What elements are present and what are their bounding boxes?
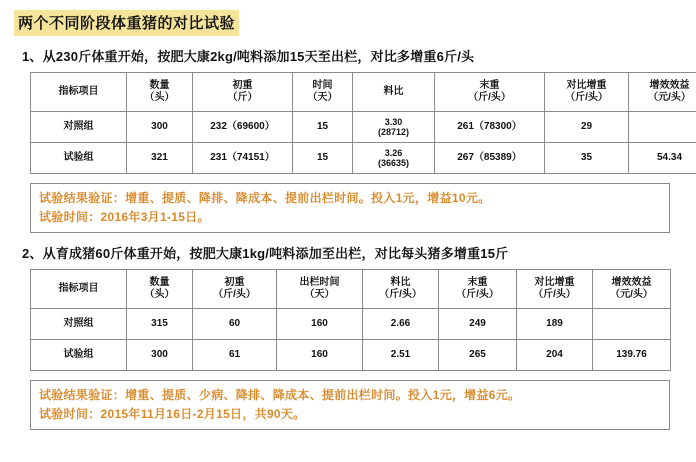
table-header-row — [31, 270, 671, 309]
cell-weight-gain: 204 — [517, 340, 593, 371]
cell-benefit: 54.34 — [629, 143, 696, 174]
table-row — [31, 143, 696, 174]
row-label: 对照组 — [31, 309, 127, 340]
column-header-feed-ratio: 料比 （斤/头） — [363, 270, 439, 309]
column-header-initial-weight: 初重 （斤） — [193, 73, 293, 112]
note-line: 试验结果验证：增重、提质、降排、降成本、提前出栏时间。投入1元，增益10元。 — [39, 191, 491, 205]
column-header-index: 指标项目 — [31, 270, 127, 309]
column-header-time: 时间 （天） — [293, 73, 353, 112]
cell-initial-weight: 231（74151） — [193, 143, 293, 174]
cell-time: 15 — [293, 112, 353, 143]
section-2-table — [30, 269, 671, 371]
column-header-benefit: 增效效益 （元/头） — [593, 270, 671, 309]
row-label: 试验组 — [31, 143, 127, 174]
cell-feed-ratio: 2.51 — [363, 340, 439, 371]
cell-benefit — [593, 309, 671, 340]
section-2-notes — [30, 380, 670, 430]
cell-final-weight: 249 — [439, 309, 517, 340]
cell-initial-weight: 61 — [193, 340, 277, 371]
column-header-index: 指标项目 — [31, 73, 127, 112]
cell-feed-ratio: 2.66 — [363, 309, 439, 340]
table-row — [31, 340, 671, 371]
cell-initial-weight: 232（69600） — [193, 112, 293, 143]
column-header-feed-ratio: 料比 — [353, 73, 435, 112]
table-header-row — [31, 73, 696, 112]
column-header-weight-gain: 对比增重 （斤/头） — [517, 270, 593, 309]
note-line: 试验时间：2016年3月1-15日。 — [39, 209, 210, 224]
cell-count: 300 — [127, 112, 193, 143]
cell-final-weight: 265 — [439, 340, 517, 371]
section-2-heading: 2、从育成猪60斤体重开始，按肥大康1kg/吨料添加至出栏，对比每头猪多增重15斤 — [22, 246, 509, 262]
cell-count: 321 — [127, 143, 193, 174]
column-header-market-time: 出栏时间 （天） — [277, 270, 363, 309]
column-header-count: 数量 （头） — [127, 73, 193, 112]
section-1-table — [30, 72, 696, 174]
column-header-weight-gain: 对比增重 （斤/头） — [545, 73, 629, 112]
cell-count: 315 — [127, 309, 193, 340]
section-1-heading: 1、从230斤体重开始，按肥大康2kg/吨料添加15天至出栏，对比多增重6斤/头 — [22, 49, 475, 64]
cell-final-weight: 261（78300） — [435, 112, 545, 143]
table-row — [31, 112, 696, 143]
cell-market-time: 160 — [277, 309, 363, 340]
cell-benefit — [629, 112, 696, 143]
cell-weight-gain: 29 — [545, 112, 629, 143]
column-header-count: 数量 （头） — [127, 270, 193, 309]
cell-feed-ratio: 3.30 (28712) — [353, 112, 435, 143]
row-label: 试验组 — [31, 340, 127, 371]
cell-weight-gain: 189 — [517, 309, 593, 340]
page-title: 两个不同阶段体重猪的对比试验 — [14, 10, 239, 36]
note-line: 试验结果验证：增重、提质、少病、降排、降成本、提前出栏时间。投入1元，增益6元。 — [39, 388, 521, 403]
cell-feed-ratio: 3.26 (36635) — [353, 143, 435, 174]
cell-weight-gain: 35 — [545, 143, 629, 174]
section-2 — [14, 243, 682, 430]
cell-time: 15 — [293, 143, 353, 174]
column-header-final-weight: 末重 （斤/头） — [435, 73, 545, 112]
cell-benefit: 139.76 — [593, 340, 671, 371]
section-1 — [14, 46, 691, 233]
note-line: 试验时间：2015年11月16日-2月15日，共90天。 — [39, 406, 306, 421]
section-1-notes — [30, 183, 670, 233]
row-label: 对照组 — [31, 112, 127, 143]
table-row — [31, 309, 671, 340]
cell-initial-weight: 60 — [193, 309, 277, 340]
column-header-final-weight: 末重 （斤/头） — [439, 270, 517, 309]
cell-count: 300 — [127, 340, 193, 371]
column-header-initial-weight: 初重 （斤/头） — [193, 270, 277, 309]
cell-final-weight: 267（85389） — [435, 143, 545, 174]
column-header-benefit: 增效效益 （元/头） — [629, 73, 696, 112]
cell-market-time: 160 — [277, 340, 363, 371]
